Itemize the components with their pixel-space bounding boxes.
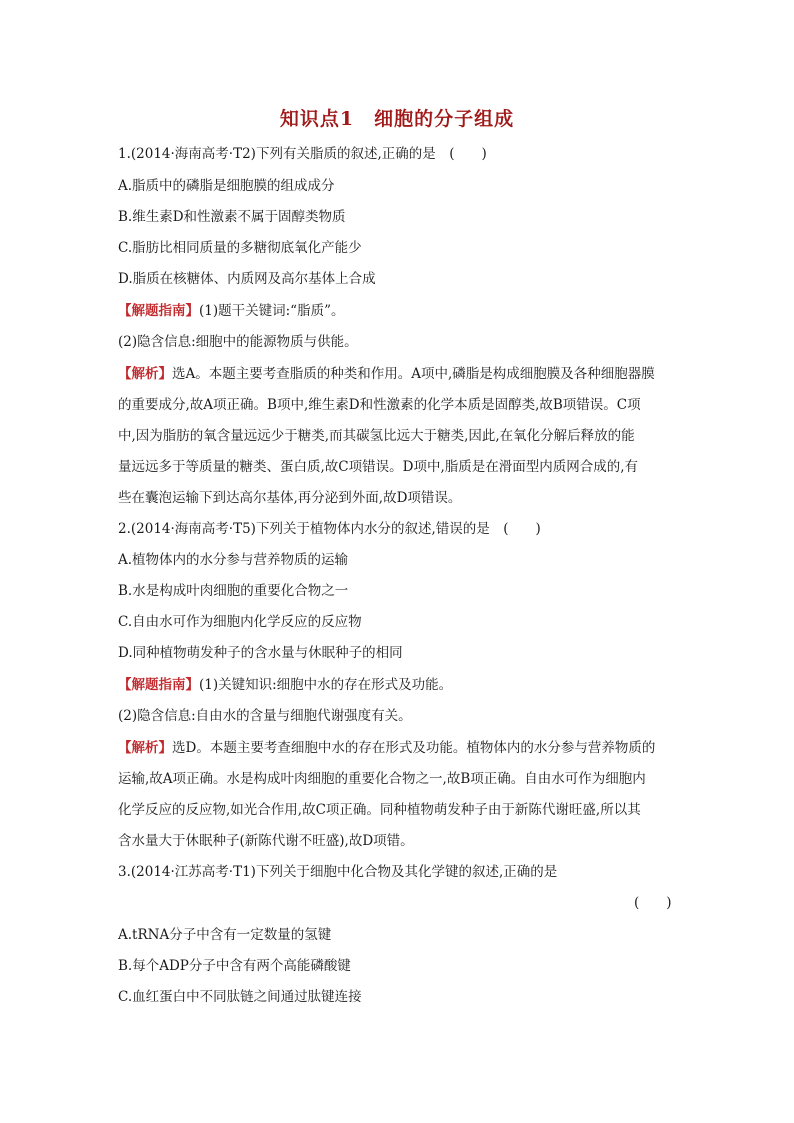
question-1-analysis-line-3: 中,因为脂肪的氧含量远远少于糖类,而其碳氢比远大于糖类,因此,在氧化分解后释放的能 <box>118 428 635 444</box>
question-1-analysis-line-2: 的重要成分,故A项正确。B项中,维生素D和性激素的化学本质是固醇类,故B项错误。C项 <box>118 397 641 413</box>
question-1-option-d: D.脂质在核糖体、内质网及高尔基体上合成 <box>118 271 376 287</box>
question-2-analysis-line-4: 含水量大于休眠种子(新陈代谢不旺盛),故D项错。 <box>118 833 414 849</box>
question-2-stem: 2.(2014·海南高考·T5)下列关于植物体内水分的叙述,错误的是 ( ) <box>118 521 541 537</box>
question-1-analysis-line-1 <box>118 364 655 384</box>
question-1-stem: 1.(2014·海南高考·T2)下列有关脂质的叙述,正确的是 ( ) <box>118 146 487 162</box>
question-1-option-a: A.脂质中的磷脂是细胞膜的组成成分 <box>118 178 335 194</box>
guide-tag: 【解题指南】 <box>118 303 199 319</box>
question-1-option-c: C.脂肪比相同质量的多糖彻底氧化产能少 <box>118 240 362 256</box>
question-3-option-a: A.tRNA分子中含有一定数量的氢键 <box>118 927 332 943</box>
guide-text: (1)题干关键词:“脂质”。 <box>199 303 345 319</box>
question-2-option-a: A.植物体内的水分参与营养物质的运输 <box>118 552 349 568</box>
question-2-analysis-line-1 <box>118 738 655 758</box>
question-2-option-d: D.同种植物萌发种子的含水量与休眠种子的相同 <box>118 645 403 661</box>
guide-tag: 【解题指南】 <box>118 677 199 693</box>
question-3-option-c: C.血红蛋白中不同肽链之间通过肽键连接 <box>118 989 362 1005</box>
question-2-option-c: C.自由水可作为细胞内化学反应的反应物 <box>118 614 362 630</box>
question-3-answer-paren: ( ) <box>634 895 672 911</box>
analysis-text: 选A。本题主要考查脂质的种类和作用。A项中,磷脂是构成细胞膜及各种细胞器膜 <box>172 366 655 382</box>
analysis-tag: 【解析】 <box>118 366 172 382</box>
question-2-option-b: B.水是构成叶肉细胞的重要化合物之一 <box>118 583 349 599</box>
question-3-stem: 3.(2014·江苏高考·T1)下列关于细胞中化合物及其化学键的叙述,正确的是 <box>118 864 558 880</box>
question-2-guide-line-1 <box>118 675 452 695</box>
question-1-guide-line-1 <box>118 301 344 321</box>
question-2-analysis-line-3: 化学反应的反应物,如光合作用,故C项正确。同种植物萌发种子由于新陈代谢旺盛,所以其 <box>118 802 641 818</box>
question-1-option-b: B.维生素D和性激素不属于固醇类物质 <box>118 209 346 225</box>
question-1-guide-line-2: (2)隐含信息:细胞中的能源物质与供能。 <box>118 334 358 350</box>
analysis-tag: 【解析】 <box>118 740 172 756</box>
question-2-analysis-line-2: 运输,故A项正确。水是构成叶肉细胞的重要化合物之一,故B项正确。自由水可作为细胞内 <box>118 771 646 787</box>
question-1-analysis-line-5: 些在囊泡运输下到达高尔基体,再分泌到外面,故D项错误。 <box>118 490 462 506</box>
page-title: 知识点1 细胞的分子组成 <box>279 108 515 130</box>
guide-text: (1)关键知识:细胞中水的存在形式及功能。 <box>199 677 453 693</box>
question-1-analysis-line-4: 量远远多于等质量的糖类、蛋白质,故C项错误。D项中,脂质是在滑面型内质网合成的,有 <box>118 459 639 475</box>
analysis-text: 选D。本题主要考查细胞中水的存在形式及功能。植物体内的水分参与营养物质的 <box>172 740 656 756</box>
question-2-guide-line-2: (2)隐含信息:自由水的含量与细胞代谢强度有关。 <box>118 708 412 724</box>
question-3-option-b: B.每个ADP分子中含有两个高能磷酸键 <box>118 958 351 974</box>
